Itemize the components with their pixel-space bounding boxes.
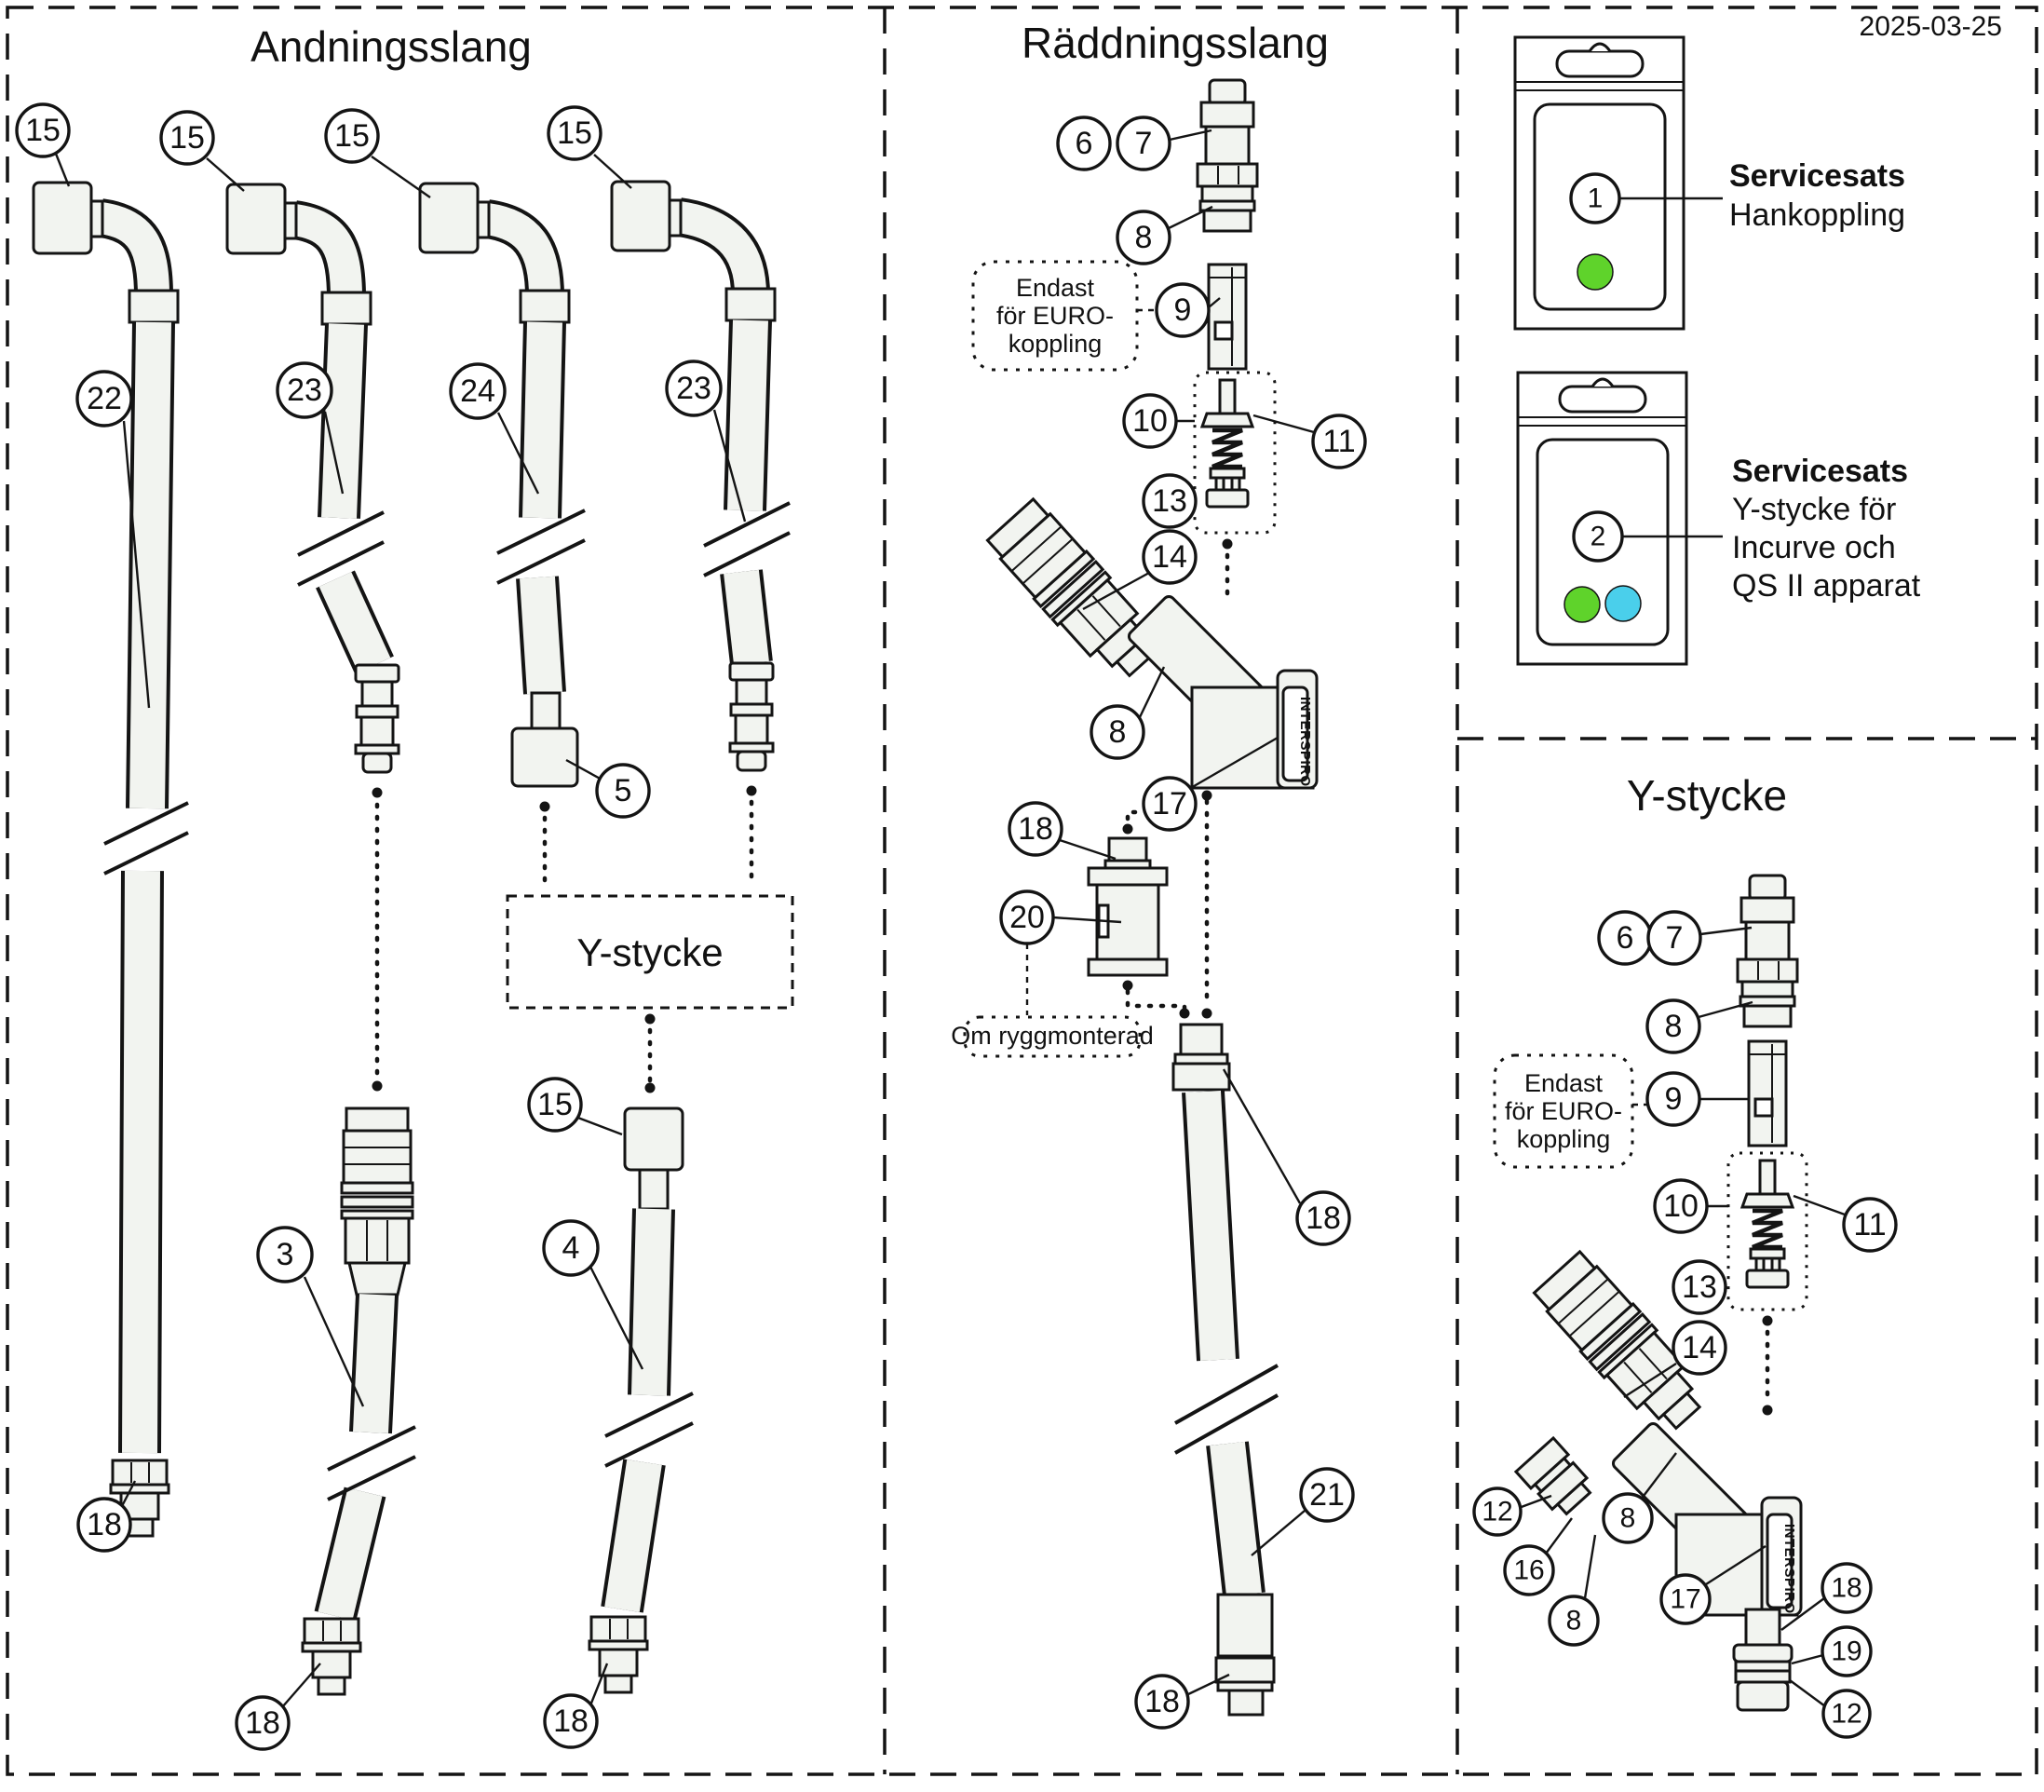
callout-17	[1144, 778, 1196, 830]
callout-label: 12	[1831, 1698, 1862, 1730]
callout-6	[1058, 117, 1110, 170]
callout-12-cyan-b	[1823, 1690, 1870, 1737]
hose-4-drawing	[589, 1108, 693, 1692]
callout-10	[1655, 1180, 1707, 1232]
callout-15-d	[548, 107, 601, 159]
callout-23-a	[277, 363, 332, 417]
callout-label: 11	[1853, 1207, 1887, 1242]
callout-label: 13	[1682, 1269, 1717, 1305]
callout-label: 22	[87, 381, 122, 416]
panel-service-kits	[1515, 37, 1921, 664]
callout-7	[1648, 912, 1700, 964]
callout-label: 18	[1306, 1201, 1341, 1236]
callout-3	[258, 1228, 312, 1282]
coupling-3-drawing	[303, 1108, 415, 1694]
backmount-adapter-drawing	[1089, 838, 1167, 975]
callout-label: 12	[1482, 1496, 1513, 1527]
callout-15-b	[161, 112, 213, 164]
callout-label: 8	[1619, 1502, 1636, 1534]
valve-spring-drawing	[1742, 1161, 1793, 1287]
callout-label: 18	[1144, 1684, 1180, 1719]
callout-18-c	[545, 1695, 597, 1747]
note-line: koppling	[1516, 1125, 1611, 1153]
callout-label: 18	[87, 1507, 122, 1542]
callout-label: 14	[1152, 539, 1187, 575]
callout-12-cyan-a	[1474, 1488, 1521, 1535]
callout-label: 1	[1587, 183, 1604, 214]
kit2-line: QS II apparat	[1732, 568, 1921, 604]
callout-9	[1647, 1073, 1699, 1125]
callout-11-green	[1313, 415, 1365, 468]
callout-label: 18	[1018, 811, 1053, 847]
callout-10	[1124, 395, 1176, 447]
callout-label: 15	[537, 1087, 573, 1122]
callout-label: 14	[1682, 1330, 1717, 1365]
callout-18-c	[1136, 1676, 1188, 1728]
rescue-hose-drawing	[1173, 1025, 1278, 1715]
callout-5	[597, 765, 649, 817]
callout-label: 6	[1616, 920, 1634, 956]
callout-23-b	[667, 361, 721, 415]
panel-y-stycke	[1474, 771, 1896, 1737]
callout-label: 9	[1173, 292, 1192, 328]
note-line: Endast	[1015, 274, 1095, 302]
callout-24	[451, 364, 505, 418]
note-line: koppling	[1008, 330, 1103, 358]
euro-sleeve-drawing	[1209, 265, 1246, 369]
callout-19	[1822, 1627, 1871, 1676]
hose-24-drawing	[420, 183, 585, 786]
callout-16	[1505, 1546, 1553, 1595]
callout-label: 4	[562, 1230, 580, 1266]
kit2-cyan-dot	[1605, 586, 1641, 621]
callout-label: 15	[169, 120, 205, 156]
male-plug-drawing	[1198, 80, 1257, 231]
note-line: för EURO-	[995, 302, 1115, 330]
brand-label: INTERSPIRO	[1297, 697, 1313, 787]
kit1-green-dot	[1577, 254, 1613, 290]
kit1-title: Servicesats	[1729, 158, 1906, 194]
callout-1	[1571, 174, 1619, 223]
callout-18-a	[1009, 803, 1062, 855]
euro-note-box	[973, 262, 1137, 370]
kit2-line: Y-stycke för	[1732, 492, 1897, 527]
callout-label: 23	[676, 371, 711, 406]
callout-label: 16	[1513, 1554, 1545, 1586]
callout-4	[544, 1221, 598, 1275]
callout-label: 13	[1152, 483, 1187, 519]
callout-8-white-a	[1550, 1596, 1598, 1645]
callout-label: 3	[276, 1237, 294, 1272]
valve-spring-drawing	[1202, 380, 1252, 507]
callout-20	[1001, 891, 1053, 944]
callout-label: 18	[245, 1705, 280, 1741]
callout-label: 23	[287, 373, 322, 408]
euro-sleeve-drawing	[1749, 1041, 1786, 1146]
callout-label: 7	[1134, 126, 1153, 161]
callout-8-green	[1647, 1000, 1699, 1052]
callout-label: 7	[1665, 920, 1684, 956]
callout-label: 6	[1075, 126, 1093, 161]
panel-raddningsslang	[951, 19, 1365, 1728]
callout-13	[1673, 1261, 1726, 1313]
callout-21	[1301, 1469, 1353, 1521]
panel-title: Andningsslang	[250, 22, 532, 71]
callout-label: 9	[1664, 1081, 1683, 1117]
nut-15-drawing	[625, 1108, 683, 1170]
note-line: Om ryggmonterad	[951, 1022, 1154, 1050]
callout-label: 20	[1009, 900, 1045, 935]
callout-2	[1574, 512, 1622, 561]
backmount-note-box	[951, 1017, 1154, 1056]
panel-title: Y-stycke	[1626, 771, 1788, 820]
quick-coupling-drawing	[984, 496, 1168, 689]
hose-23-first-drawing	[227, 184, 399, 772]
callout-8-green	[1117, 211, 1170, 264]
male-connector-drawing	[1734, 1609, 1792, 1710]
callout-label: 15	[557, 115, 592, 151]
callout-11-green	[1844, 1199, 1896, 1251]
callout-14	[1673, 1322, 1726, 1374]
callout-9	[1157, 284, 1209, 336]
callout-label: 17	[1670, 1583, 1701, 1615]
hose-23-second-drawing	[612, 182, 790, 770]
kit2-green-dot	[1564, 587, 1600, 622]
y-box-label: Y-stycke	[576, 930, 724, 974]
callout-18-a	[78, 1499, 130, 1551]
callout-15-e	[529, 1079, 581, 1131]
callout-label: 21	[1309, 1477, 1345, 1513]
callout-label: 10	[1132, 403, 1168, 439]
y-piece-drawing	[1127, 594, 1317, 788]
callout-label: 2	[1590, 521, 1606, 552]
callout-label: 8	[1565, 1605, 1582, 1636]
callout-label: 19	[1831, 1636, 1862, 1667]
callout-label: 8	[1664, 1009, 1683, 1044]
y-piece-reference-box	[508, 896, 792, 1008]
callout-label: 8	[1134, 220, 1153, 255]
panel-andningsslang	[17, 22, 792, 1749]
callout-18-b	[237, 1697, 289, 1749]
coupling-rings-drawing	[1516, 1438, 1597, 1520]
callout-label: 17	[1152, 786, 1187, 821]
nut-5-drawing	[512, 728, 577, 786]
callout-8-white	[1091, 706, 1144, 758]
callout-22	[77, 372, 131, 426]
callout-label: 8	[1108, 714, 1127, 750]
callout-14	[1144, 531, 1196, 583]
callout-label: 18	[1831, 1572, 1862, 1604]
callout-label: 11	[1322, 424, 1356, 459]
kit2-line: Incurve och	[1732, 530, 1896, 565]
euro-note-box	[1495, 1055, 1632, 1167]
callout-label: 15	[25, 113, 61, 148]
panel-title: Räddningsslang	[1022, 19, 1329, 67]
callout-8-white-b	[1604, 1494, 1652, 1542]
callout-18-b	[1297, 1192, 1349, 1244]
callout-18	[1822, 1564, 1871, 1612]
brand-label: INTERSPIRO	[1781, 1524, 1797, 1614]
callout-13	[1144, 475, 1196, 527]
callout-label: 18	[553, 1704, 589, 1739]
callout-17	[1661, 1575, 1710, 1623]
callout-label: 24	[460, 373, 495, 409]
callout-7	[1117, 117, 1170, 170]
callout-label: 15	[334, 118, 370, 154]
kit2-line: Servicesats	[1732, 454, 1909, 489]
kit1-subtitle: Hankoppling	[1729, 197, 1906, 233]
callout-label: 5	[614, 773, 632, 808]
date-stamp: 2025-03-25	[1859, 11, 2002, 42]
callout-label: 10	[1663, 1188, 1699, 1224]
callout-6	[1599, 912, 1651, 964]
callout-15-c	[326, 110, 378, 162]
callout-15-a	[17, 104, 69, 156]
note-line: Endast	[1523, 1069, 1604, 1097]
note-line: för EURO-	[1504, 1097, 1623, 1125]
